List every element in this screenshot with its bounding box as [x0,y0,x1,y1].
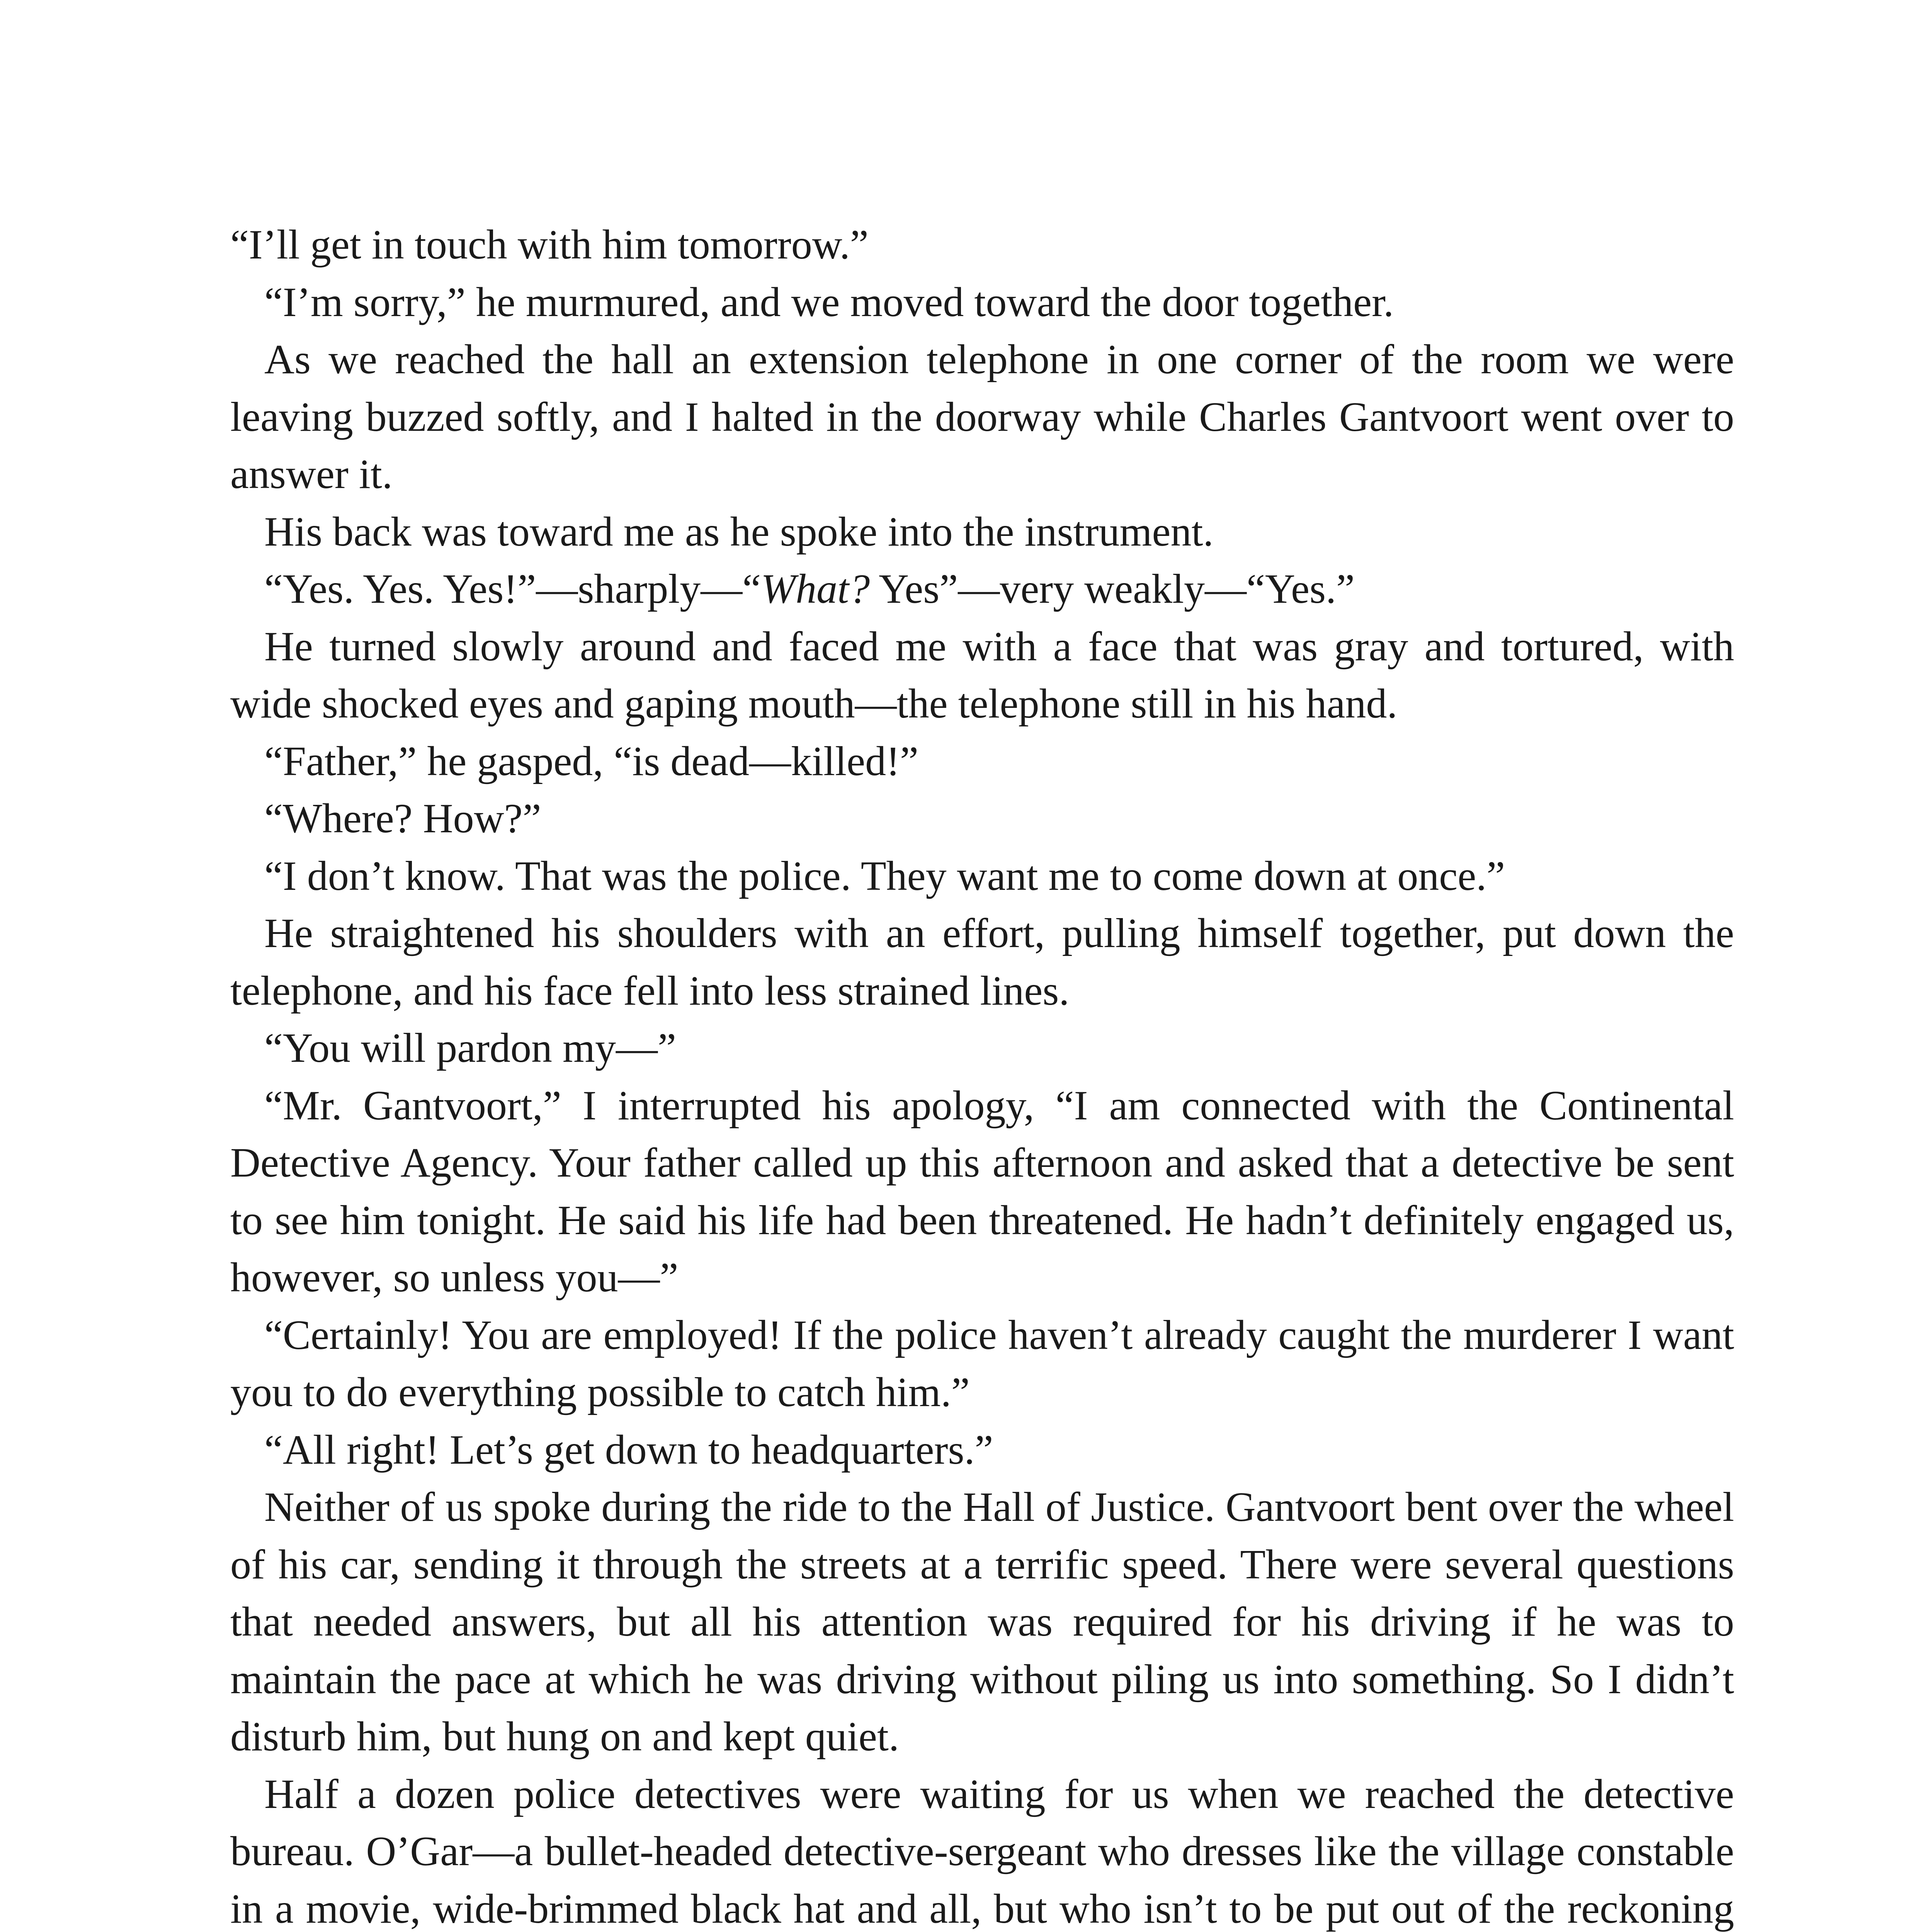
paragraph: “I’m sorry,” he murmured, and we moved toward the door together. [264,279,1394,325]
paragraph: “Where? How?” [264,796,541,842]
body-text [230,216,1734,1932]
paragraph: “All right! Let’s get down to headquarters.” [264,1427,993,1473]
paragraph: His back was toward me as he spoke into the instrument. [264,509,1214,555]
paragraph: As we reached the hall an extension telephone in one corner of the room we were leaving buzzed softly, and I halted in the doorway while Charles Gantvoort went over to answer it. [230,337,1734,497]
paragraph: “You will pardon my—” [264,1025,676,1071]
paragraph: “Certainly! You are employed! If the police haven’t already caught the murderer I want you to do everything possible to catch him.” [230,1312,1734,1415]
paragraph: “Father,” he gasped, “is dead—killed!” [264,738,918,784]
italic-text: What? [761,566,870,612]
paragraph [230,561,1734,618]
paragraph: He straightened his shoulders with an effort, pulling himself together, put down the telephone, and his face fell into less strained lines. [230,910,1734,1014]
paragraph: “I’ll get in touch with him tomorrow.” [230,222,869,268]
text-run: Yes”—very weakly—“Yes.” [870,566,1355,612]
paragraph: Half a dozen police detectives were waiting for us when we reached the detective bureau. O’Gar—a bullet-headed detective-sergeant who dresses like the village constable in a movie, wide-brimmed black hat and all, but who isn’t to be put out of the reckoning [230,1771,1734,1932]
paragraph: He turned slowly around and faced me with a face that was gray and tortured, with wide shocked eyes and gaping mouth—the telephone still in his hand. [230,623,1734,727]
paragraph: Neither of us spoke during the ride to the Hall of Justice. Gantvoort bent over the wheel of his car, sending it through the streets at a terrific speed. There were several questions that needed answers, but all his attention was required for his driving if he was to maintain the pace at which he was driving without piling us into something. So I didn’t disturb him, but hung on and kept quiet. [230,1484,1734,1760]
text-run: “Yes. Yes. Yes!”—sharply—“ [264,566,761,612]
paragraph: “I don’t know. That was the police. They want me to come down at once.” [264,853,1505,899]
paragraph: “Mr. Gantvoort,” I interrupted his apology, “I am connected with the Continental Detective Agency. Your father called up this afternoon and asked that a detective be sent to see him tonight. He said his life had been threatened. He hadn’t definitely engaged us, however, so unless you—” [230,1082,1734,1301]
